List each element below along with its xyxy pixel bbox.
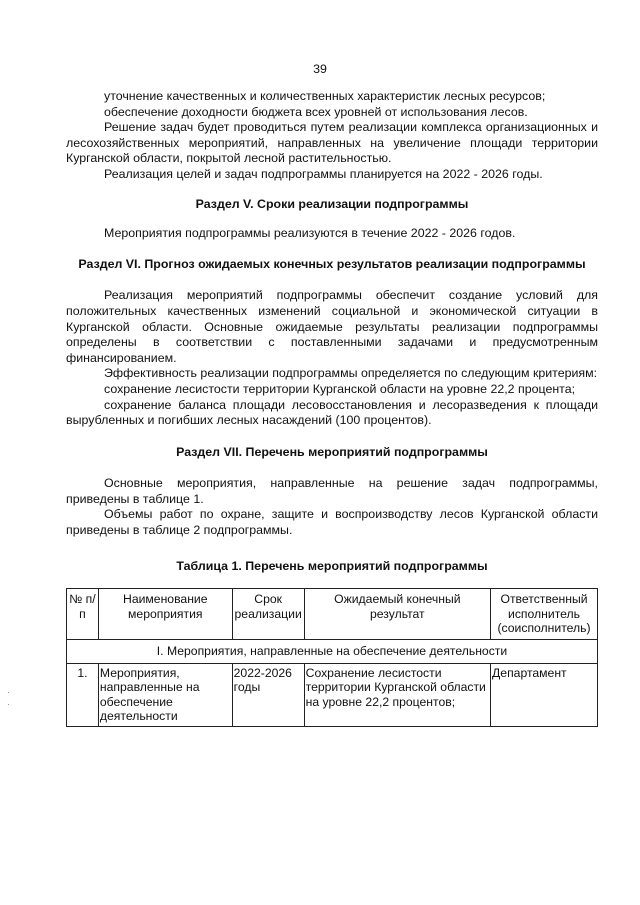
margin-dot [8,692,9,693]
section-title: Раздел VI. Прогноз ожидаемых конечных результатов реализации подпрограммы [78,256,586,271]
header-responsible: Ответственный исполнитель (соисполнитель) [491,589,598,640]
cell-name: Мероприятия, направленные на обеспечение деятельности [98,663,232,726]
paragraph: Реализация целей и задач подпрограммы планируется на 2022 - 2026 годы. [104,166,543,181]
page-number: 39 [313,62,327,76]
document-body [66,89,598,727]
cell-term: 2022-2026 годы [232,663,304,726]
paragraph: Объемы работ по охране, защите и воспроизводству лесов Курганской области приведены в таблице 2 подпрограммы. [66,507,598,538]
paragraph: обеспечение доходности бюджета всех уровней от использования лесов. [104,104,528,119]
cell-result: Сохранение лесистости территории Курганской области на уровне 22,2 процентов; [304,663,490,726]
table-header-row [67,589,598,640]
section-title: Раздел V. Сроки реализации подпрограммы [195,196,469,211]
paragraph: сохранение баланса площади лесовосстановления и лесоразведения к площади вырубленных и погибших лесных насаждений (100 процентов). [66,397,598,428]
group-label: I. Мероприятия, направленные на обеспечение деятельности [67,640,598,664]
header-name: Наименование мероприятия [98,589,232,640]
header-num: № п/п [67,589,99,640]
paragraph: Мероприятия подпрограммы реализуются в течение 2022 - 2026 годов. [104,226,516,241]
cell-responsible: Департамент [491,663,598,726]
paragraph: сохранение лесистости территории Курганской области на уровне 22,2 процента; [104,381,576,396]
paragraph: Эффективность реализации подпрограммы определяется по следующим критериям: [104,366,598,381]
table-row [67,663,598,726]
table-group-row [67,640,598,664]
table-title: Таблица 1. Перечень мероприятий подпрограммы [176,558,488,573]
section-title: Раздел VII. Перечень мероприятий подпрограммы [176,444,488,459]
paragraph: Решение задач будет проводиться путем реализации комплекса организационных и лесохозяйственных мероприятий, направленных на увеличение площади территории Курганской области, покрытой лесной растительностью. [66,120,598,166]
margin-dot [8,704,9,705]
paragraph: Реализация мероприятий подпрограммы обеспечит создание условий для положительных качественных изменений социальной и экономической ситуации в Курганской области. Основные ожидаемые результаты реализации подпрограммы определены в соответствии с поставленными задачами и предусмотренным финансированием. [66,288,598,365]
activities-table [66,588,598,727]
header-result: Ожидаемый конечный результат [304,589,490,640]
header-term: Срок реализации [232,589,304,640]
paragraph: уточнение качественных и количественных характеристик лесных ресурсов; [104,89,546,103]
paragraph: Основные мероприятия, направленные на решение задач подпрограммы, приведены в таблице 1. [66,476,598,506]
cell-num: 1. [67,663,99,726]
